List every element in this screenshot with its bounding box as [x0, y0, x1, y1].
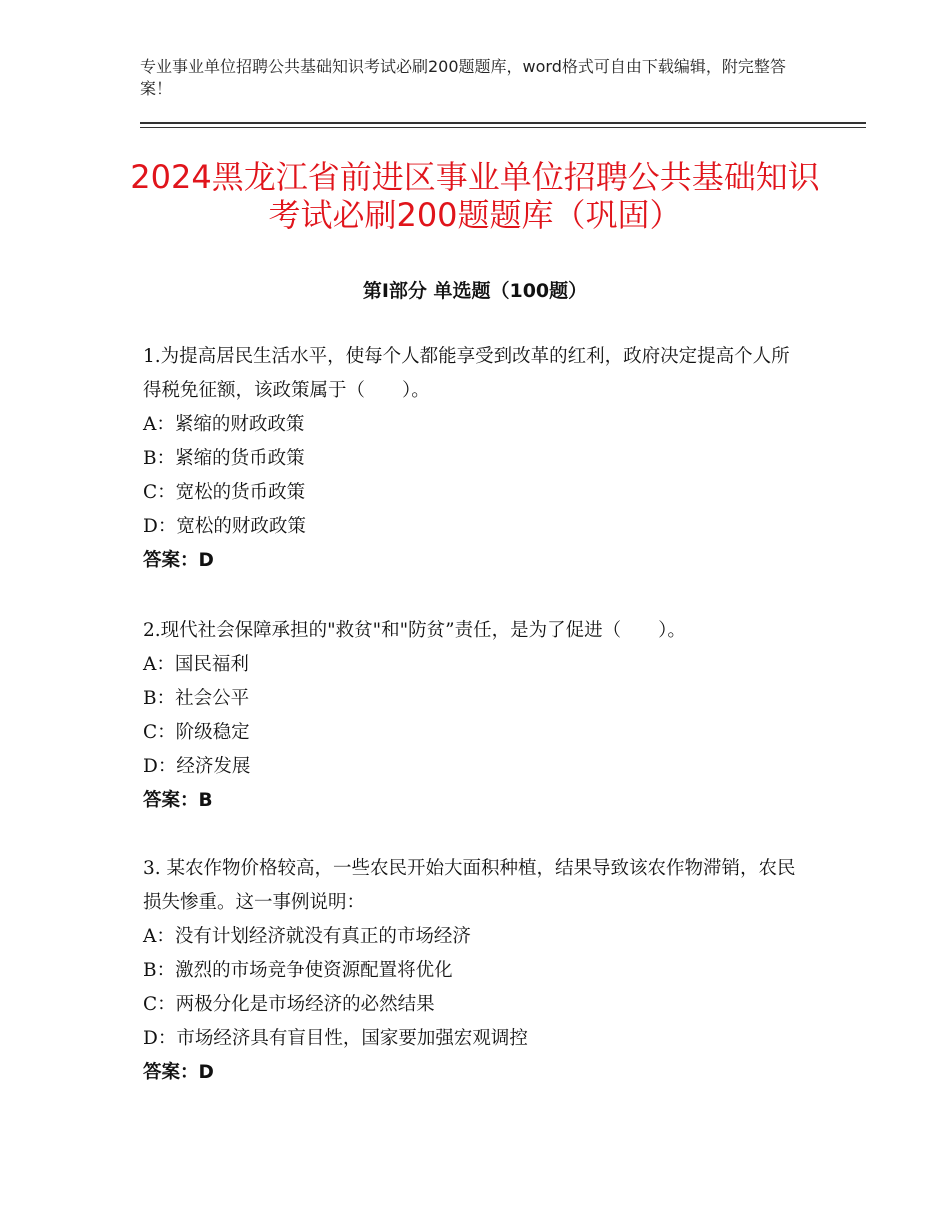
answer: 答案：D — [143, 1062, 214, 1083]
option-a: A：没有计划经济就没有真正的市场经济 — [143, 926, 471, 947]
option-d: D：宽松的财政政策 — [143, 516, 306, 537]
question-3 — [143, 852, 808, 1090]
option-c: C：阶级稳定 — [143, 722, 250, 743]
question-text: 2.现代社会保障承担的"救贫"和"防贫”责任，是为了促进（ ）。 — [143, 620, 686, 641]
question-2 — [143, 614, 808, 818]
answer: 答案：B — [143, 790, 213, 811]
option-c: C：宽松的货币政策 — [143, 482, 306, 503]
document-title: 2024黑龙江省前进区事业单位招聘公共基础知识考试必刷200题题库（巩固） — [130, 158, 820, 234]
section-title: 第Ⅰ部分 单选题（100题） — [362, 280, 588, 302]
option-d: D：经济发展 — [143, 756, 251, 777]
option-d: D：市场经济具有盲目性，国家要加强宏观调控 — [143, 1028, 528, 1049]
option-c: C：两极分化是市场经济的必然结果 — [143, 994, 435, 1015]
header-note: 专业事业单位招聘公共基础知识考试必刷200题题库，word格式可自由下载编辑，附完整答案！ — [140, 57, 786, 98]
option-b: B：激烈的市场竞争使资源配置将优化 — [143, 960, 453, 981]
option-a: A：紧缩的财政政策 — [143, 414, 305, 435]
option-b: B：紧缩的货币政策 — [143, 448, 305, 469]
question-text: 3. 某农作物价格较高，一些农民开始大面积种植，结果导致该农作物滞销，农民损失惨重。这一事例说明： — [143, 858, 796, 913]
header-divider-thin — [140, 127, 866, 128]
answer: 答案：D — [143, 550, 214, 571]
header-divider-thick — [140, 122, 866, 124]
option-b: B：社会公平 — [143, 688, 250, 709]
option-a: A：国民福利 — [143, 654, 249, 675]
question-1 — [143, 340, 808, 578]
question-text: 1.为提高居民生活水平，使每个人都能享受到改革的红利，政府决定提高个人所得税免征额，该政策属于（ ）。 — [143, 346, 790, 401]
